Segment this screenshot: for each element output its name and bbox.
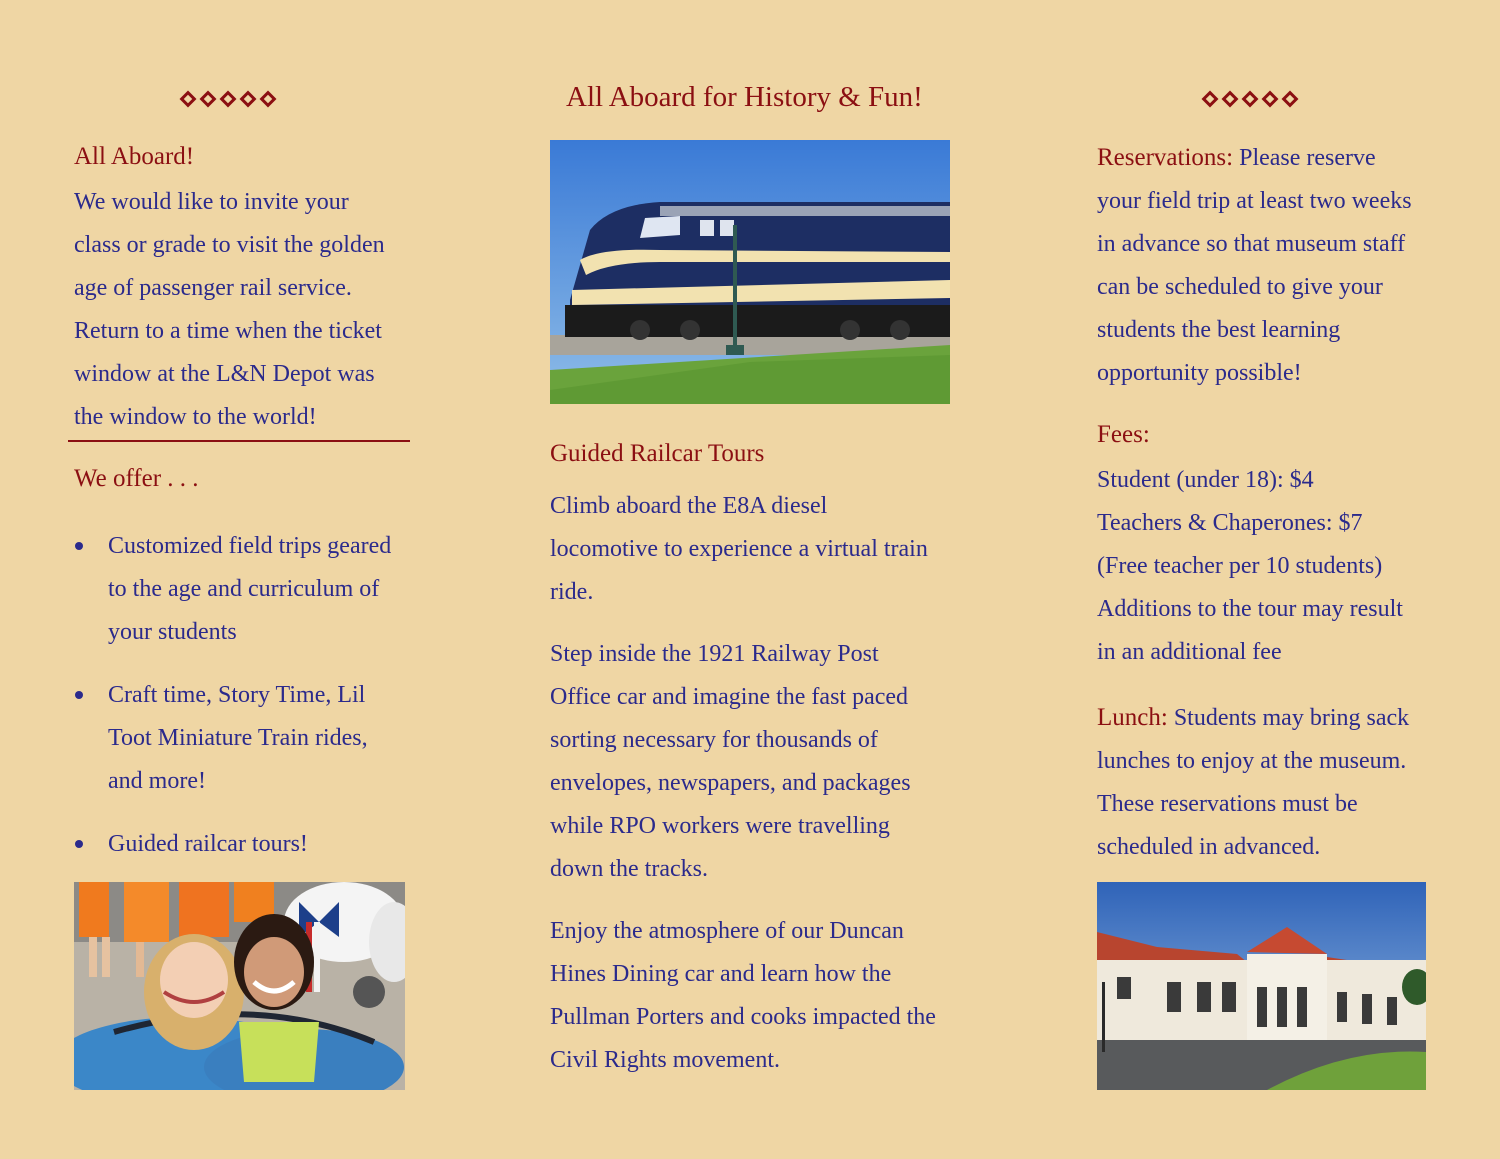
lunch-line: These reservations must be (1097, 791, 1358, 817)
diamond-ornament-left (180, 86, 276, 112)
tour-line: ride. (550, 579, 594, 605)
tour-line: Office car and imagine the fast paced (550, 684, 909, 710)
intro-line: class or grade to visit the golden (74, 232, 385, 258)
lunch-line: scheduled in advanced. (1097, 834, 1321, 860)
children-photo (74, 882, 405, 1090)
tour-line: down the tracks. (550, 856, 708, 882)
offer-list (74, 525, 419, 866)
bullet-icon (75, 691, 83, 699)
list-item-line: Toot Miniature Train rides, (108, 725, 368, 751)
tour-paragraph-1 (550, 485, 960, 614)
reservations-line (1097, 136, 1442, 180)
tour-line: Pullman Porters and cooks impacted the (550, 1004, 936, 1030)
lunch-line (1097, 696, 1442, 740)
fee-line: Student (under 18): $4 (1097, 467, 1314, 493)
diamond-icon (200, 91, 217, 108)
list-item (74, 823, 419, 866)
lunch-label: Lunch: (1097, 704, 1168, 731)
depot-photo (1097, 882, 1426, 1090)
lunch-section (1097, 696, 1442, 869)
intro-line: window at the L&N Depot was (74, 361, 375, 387)
page-title: All Aboard for History & Fun! (566, 81, 923, 113)
tour-paragraph-2 (550, 633, 960, 891)
list-item-line: Craft time, Story Time, Lil (108, 682, 366, 708)
all-aboard-heading: All Aboard! (74, 143, 195, 170)
diamond-icon (180, 91, 197, 108)
children-illustration (74, 882, 405, 1090)
list-item-line: your students (108, 619, 237, 645)
reservations-label: Reservations: (1097, 144, 1234, 171)
reservations-line: in advance so that museum staff (1097, 231, 1406, 257)
list-item-line: Guided railcar tours! (108, 831, 308, 857)
list-item-line: Customized field trips geared (108, 533, 392, 559)
tour-line: while RPO workers were travelling (550, 813, 890, 839)
diamond-ornament-right (1202, 86, 1298, 112)
locomotive-photo (550, 140, 950, 404)
list-item (74, 525, 419, 654)
section-divider (68, 440, 410, 442)
tour-line: Step inside the 1921 Railway Post (550, 641, 879, 667)
fee-line: Additions to the tour may result (1097, 596, 1403, 622)
bullet-icon (75, 542, 83, 550)
bullet-icon (75, 840, 83, 848)
reservations-text: Please reserve (1233, 145, 1376, 171)
diamond-icon (1262, 91, 1279, 108)
tour-line: Enjoy the atmosphere of our Duncan (550, 918, 904, 944)
diamond-icon (240, 91, 257, 108)
reservations-line: can be scheduled to give your (1097, 274, 1383, 300)
fee-line: in an additional fee (1097, 639, 1282, 665)
fees-heading: Fees: (1097, 421, 1150, 448)
fees-list (1097, 459, 1442, 674)
we-offer-heading: We offer . . . (74, 465, 199, 492)
tour-paragraph-3 (550, 910, 960, 1082)
intro-line: the window to the world! (74, 404, 317, 430)
reservations-line: students the best learning (1097, 317, 1341, 343)
reservations-section (1097, 136, 1442, 395)
intro-line: age of passenger rail service. (74, 275, 352, 301)
intro-line: We would like to invite your (74, 189, 349, 215)
intro-text (74, 181, 419, 439)
diamond-icon (260, 91, 277, 108)
tour-line: Hines Dining car and learn how the (550, 961, 892, 987)
diamond-icon (1202, 91, 1219, 108)
depot-illustration (1097, 882, 1426, 1090)
locomotive-illustration (550, 140, 950, 404)
tour-line: Climb aboard the E8A diesel (550, 493, 828, 519)
tour-line: locomotive to experience a virtual train (550, 536, 928, 562)
lunch-text: Students may bring sack (1167, 705, 1410, 731)
reservations-line: opportunity possible! (1097, 360, 1302, 386)
diamond-icon (1242, 91, 1259, 108)
tour-line: envelopes, newspapers, and packages (550, 770, 911, 796)
guided-tours-heading: Guided Railcar Tours (550, 440, 765, 467)
list-item (74, 674, 419, 803)
list-item-line: and more! (108, 768, 206, 794)
reservations-line: your field trip at least two weeks (1097, 188, 1412, 214)
list-item-line: to the age and curriculum of (108, 576, 380, 602)
diamond-icon (1222, 91, 1239, 108)
fee-line: Teachers & Chaperones: $7 (1097, 510, 1363, 536)
lunch-line: lunches to enjoy at the museum. (1097, 748, 1407, 774)
tour-line: sorting necessary for thousands of (550, 727, 878, 753)
diamond-icon (1282, 91, 1299, 108)
tour-line: Civil Rights movement. (550, 1047, 781, 1073)
fee-line: (Free teacher per 10 students) (1097, 553, 1383, 579)
diamond-icon (220, 91, 237, 108)
intro-line: Return to a time when the ticket (74, 318, 382, 344)
